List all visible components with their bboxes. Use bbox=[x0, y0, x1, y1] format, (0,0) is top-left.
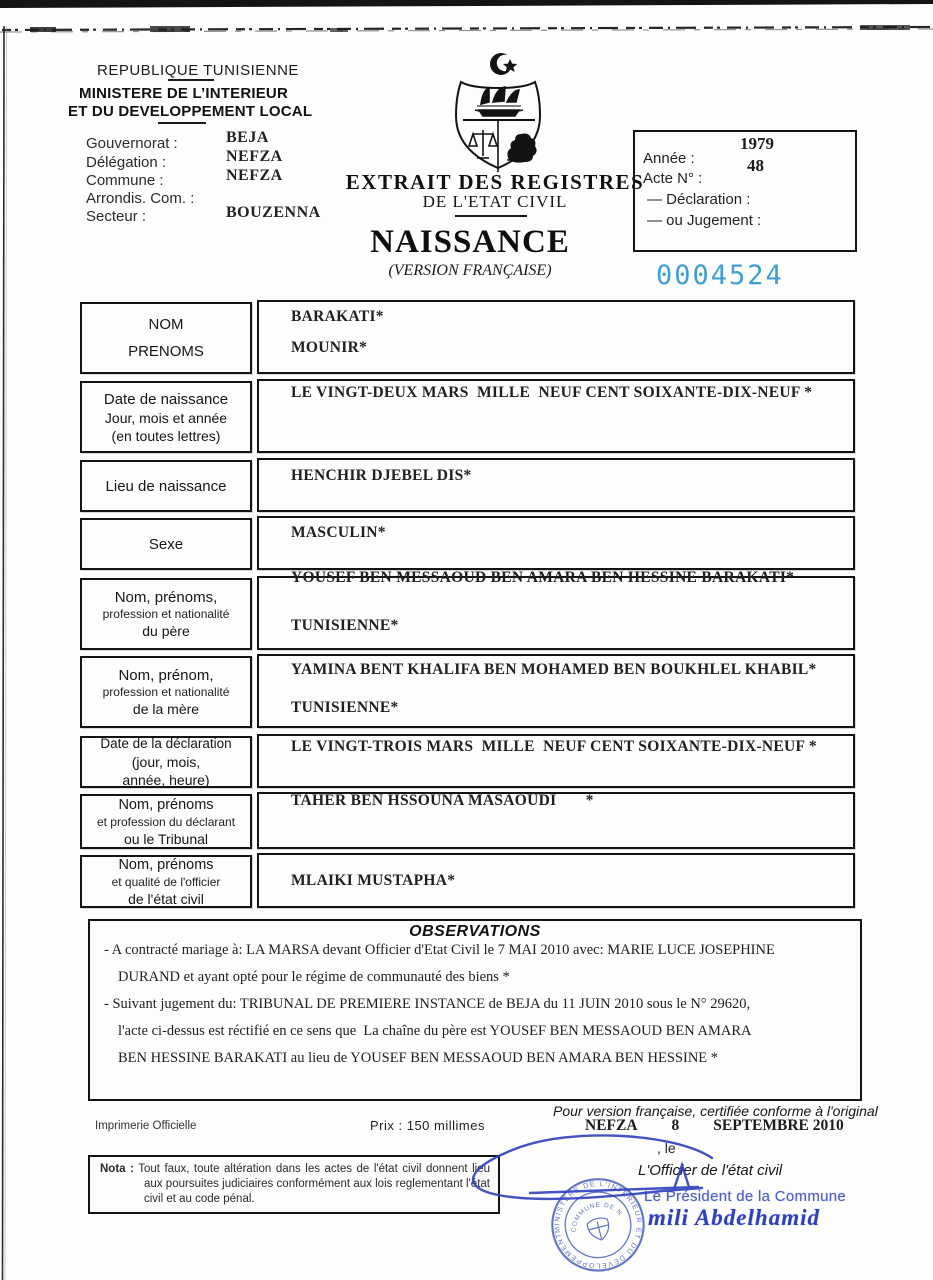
observations-title: OBSERVATIONS bbox=[409, 923, 541, 940]
certify-line: Pour version française, certifiée conforme à l'original bbox=[553, 1103, 878, 1119]
label-line: Date de naissance bbox=[103, 390, 229, 408]
label-line: Jour, mois et année bbox=[104, 409, 228, 426]
officer-signature-caption: L'Officier de l'état civil bbox=[638, 1162, 783, 1179]
label-line: de l'état civil bbox=[128, 890, 204, 907]
value-nom: BARAKATI* bbox=[291, 308, 384, 325]
serial-number: 0004524 bbox=[656, 260, 784, 291]
label-line: PRENOMS bbox=[128, 343, 204, 360]
observation-line: DURAND et ayant opté pour le régime de communauté des biens * bbox=[118, 969, 510, 985]
declaration-label: — Déclaration : bbox=[647, 191, 751, 208]
nota-body: Tout faux, toute altération dans les actes de l'état civil donnent lieu aux poursuites judiciaires conformément aux lois reglementant l'état civil et au code pénal. bbox=[138, 1163, 490, 1205]
price-label: Prix : 150 millimes bbox=[370, 1118, 485, 1133]
label-line: profession et nationalité bbox=[102, 685, 230, 699]
label-line: du père bbox=[142, 623, 190, 639]
label-line: Date de la déclaration bbox=[100, 736, 232, 751]
act-info-box bbox=[633, 130, 857, 252]
row-value-date-naissance bbox=[257, 379, 855, 453]
row-label-declarant bbox=[80, 794, 252, 849]
label-line: Nom, prénoms, bbox=[114, 589, 218, 606]
field-label-secteur: Secteur : bbox=[86, 208, 147, 225]
value-mere-nom: YAMINA BENT KHALIFA BEN MOHAMED BEN BOUKHLEL KHABIL* bbox=[291, 661, 817, 678]
row-label-pere bbox=[80, 578, 252, 650]
certify-day: 8 bbox=[671, 1117, 680, 1134]
document-type-title: NAISSANCE bbox=[370, 224, 570, 260]
certify-month-year: SEPTEMBRE 2010 bbox=[713, 1117, 844, 1134]
label-line: et profession du déclarant bbox=[96, 814, 236, 829]
row-label-sexe bbox=[80, 518, 252, 570]
president-stamp-caption: Le Président de la Commune bbox=[644, 1188, 847, 1205]
observation-line: - Suivant jugement du: TRIBUNAL DE PREMIERE INSTANCE de BEJA du 11 JUIN 2010 sous le N° 29620, bbox=[104, 996, 751, 1012]
printer-credit: Imprimerie Officielle bbox=[95, 1120, 197, 1132]
scan-artifact-left-edge bbox=[0, 0, 12, 1280]
title-underline bbox=[455, 215, 527, 217]
field-value-commune: NEFZA bbox=[226, 167, 283, 184]
label-line: ou le Tribunal bbox=[123, 830, 209, 847]
field-label-arrondis: Arrondis. Com. : bbox=[86, 190, 195, 207]
row-value-mere bbox=[257, 654, 855, 728]
observation-line: l'acte ci-dessus est réctifié en ce sens que La chaîne du père est YOUSEF BEN MESSAOUD BEN AMARA bbox=[118, 1023, 752, 1039]
value-date-declaration: LE VINGT-TROIS MARS MILLE NEUF CENT SOIXANTE-DIX-NEUF * bbox=[291, 738, 817, 755]
document-subtitle: (VERSION FRANÇAISE) bbox=[388, 262, 552, 279]
value-pere-nom: YOUSEF BEN MESSAOUD BEN AMARA BEN HESSINE BARAKATI* bbox=[291, 569, 795, 586]
row-label-nom-prenoms bbox=[80, 302, 252, 374]
label-line: et qualité de l'officier bbox=[111, 874, 221, 889]
row-label-officier bbox=[80, 855, 252, 908]
row-value-sexe bbox=[257, 516, 855, 570]
ministry-line-1: MINISTERE DE L’INTERIEUR bbox=[79, 85, 288, 102]
president-signature-name: mili Abdelhamid bbox=[648, 1205, 820, 1230]
row-label-date-declaration bbox=[80, 736, 252, 788]
label-line: Sexe bbox=[148, 535, 184, 553]
label-line: de la mère bbox=[132, 701, 200, 717]
value-prenoms: MOUNIR* bbox=[291, 339, 368, 356]
label-line: Nom, prénom, bbox=[118, 667, 214, 684]
row-label-date-naissance bbox=[80, 381, 252, 453]
nota-label: Nota : bbox=[100, 1163, 134, 1175]
act-number-value: 48 bbox=[747, 156, 764, 175]
document-title-line2: DE L'ETAT CIVIL bbox=[422, 192, 568, 211]
row-value-date-declaration bbox=[257, 734, 855, 788]
label-line: Lieu de naissance bbox=[105, 477, 227, 495]
observations-box bbox=[88, 919, 862, 1101]
row-value-declarant bbox=[257, 792, 855, 849]
label-line: Nom, prénoms bbox=[118, 856, 214, 873]
field-label-gouvernorat: Gouvernorat : bbox=[86, 135, 178, 152]
value-lieu-naissance: HENCHIR DJEBEL DIS* bbox=[291, 467, 472, 484]
value-mere-nationalite: TUNISIENNE* bbox=[291, 699, 399, 716]
comma-le-label: , le bbox=[657, 1140, 676, 1156]
year-value: 1979 bbox=[740, 134, 774, 153]
field-value-delegation: NEFZA bbox=[226, 148, 283, 165]
row-value-pere bbox=[257, 569, 855, 650]
field-label-commune: Commune : bbox=[86, 172, 164, 189]
svg-text:COMMUNE DE NEFZA: COMMUNE DE NEFZA bbox=[570, 1201, 624, 1233]
field-label-delegation: Délégation : bbox=[86, 154, 167, 171]
value-date-naissance: LE VINGT-DEUX MARS MILLE NEUF CENT SOIXANTE-DIX-NEUF * bbox=[291, 384, 813, 401]
republic-underline bbox=[168, 79, 214, 81]
tunisia-coat-of-arms-icon bbox=[437, 48, 559, 174]
row-value-nom-prenoms bbox=[257, 300, 855, 374]
label-line: Nom, prénoms bbox=[118, 796, 214, 813]
row-value-officier bbox=[257, 853, 855, 908]
value-sexe: MASCULIN* bbox=[291, 524, 386, 541]
value-declarant: TAHER BEN HSSOUNA MASAOUDI * bbox=[291, 792, 594, 809]
label-line: année, heure) bbox=[122, 772, 210, 788]
label-line: (en toutes lettres) bbox=[111, 427, 221, 444]
row-label-lieu-naissance bbox=[80, 460, 252, 512]
value-officier: MLAIKI MUSTAPHA* bbox=[291, 872, 456, 889]
field-value-gouvernorat: BEJA bbox=[226, 129, 269, 146]
ministry-underline bbox=[158, 122, 206, 124]
certify-place: NEFZA bbox=[585, 1117, 638, 1134]
label-line: profession et nationalité bbox=[102, 607, 230, 621]
value-pere-nationalite: TUNISIENNE* bbox=[291, 617, 399, 634]
act-number-label: Acte N° : bbox=[643, 170, 703, 187]
scan-artifact-top-edge bbox=[0, 0, 933, 45]
observation-line: BEN HESSINE BARAKATI au lieu de YOUSEF BEN MESSAOUD BEN AMARA BEN HESSINE * bbox=[118, 1050, 719, 1066]
field-value-secteur: BOUZENNA bbox=[226, 204, 321, 221]
republic-title: REPUBLIQUE TUNISIENNE bbox=[97, 62, 299, 79]
year-label: Année : bbox=[643, 150, 695, 167]
label-line: (jour, mois, bbox=[131, 754, 201, 770]
handwritten-signature bbox=[430, 1125, 760, 1235]
judgement-label: — ou Jugement : bbox=[647, 212, 762, 229]
ministry-line-2: ET DU DEVELOPPEMENT LOCAL bbox=[68, 103, 313, 120]
observation-line: - A contracté mariage à: LA MARSA devant Officier d'Etat Civil le 7 MAI 2010 avec: MARIE LUCE JOSEPHINE bbox=[104, 942, 775, 958]
row-value-lieu-naissance bbox=[257, 458, 855, 512]
svg-text:MINISTERE DE L'INTERIEUR ET DU: MINISTERE DE L'INTERIEUR ET DU DEVELOPPEMENT bbox=[554, 1181, 642, 1269]
label-line: NOM bbox=[148, 316, 184, 333]
document-title-line1: EXTRAIT DES REGISTRES bbox=[345, 170, 645, 194]
row-label-mere bbox=[80, 656, 252, 728]
